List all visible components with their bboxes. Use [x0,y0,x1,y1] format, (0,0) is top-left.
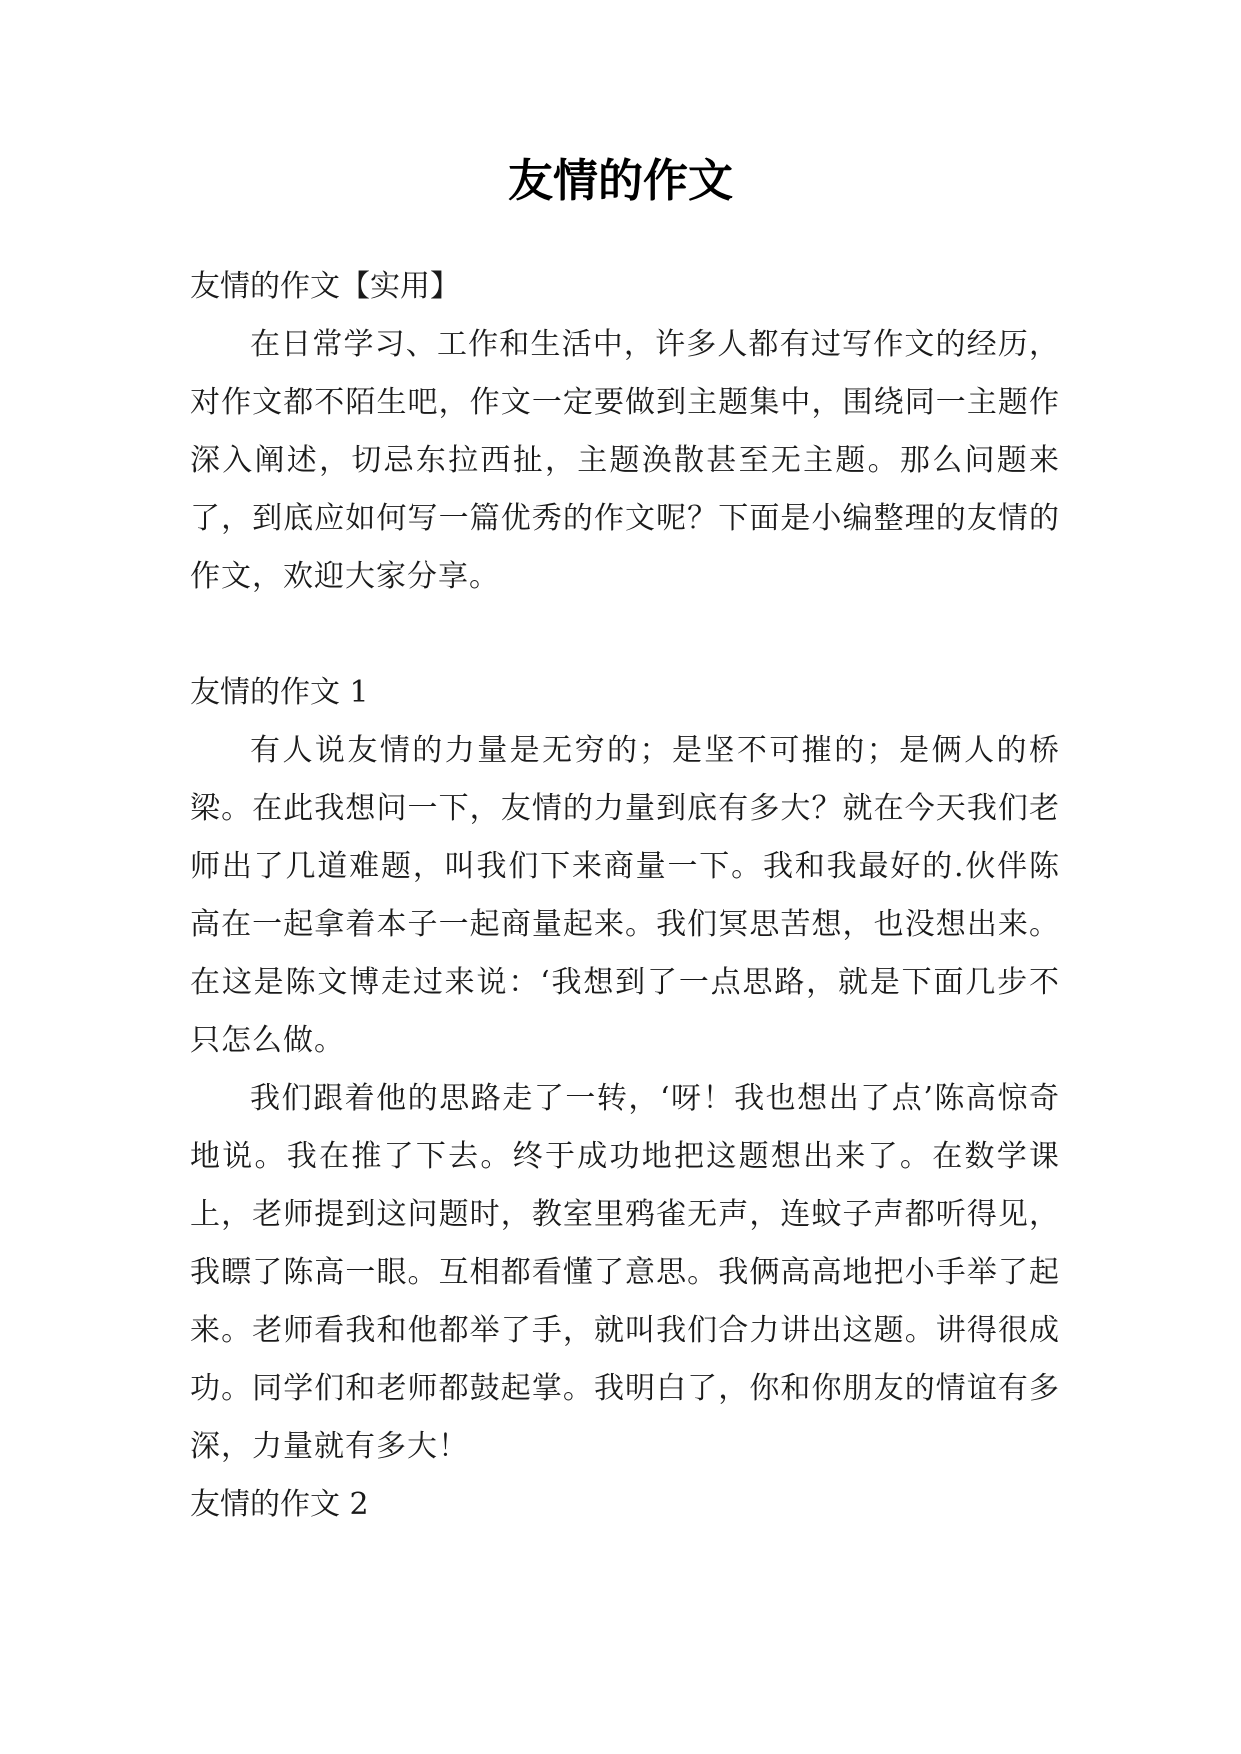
section-1-paragraph-2: 我们跟着他的思路走了一转，‘呀！我也想出了点’陈高惊奇地说。我在推了下去。终于成功地把这题想出来了。在数学课上，老师提到这问题时，教室里鸦雀无声，连蚊子声都听得见，我瞟了陈高一眼。互相都看懂了意思。我俩高高地把小手举了起来。老师看我和他都举了手，就叫我们合力讲出这题。讲得很成功。同学们和老师都鼓起掌。我明白了，你和你朋友的情谊有多深，力量就有多大！ [190,1081,1060,1464]
section-1-paragraph-1: 有人说友情的力量是无穷的；是坚不可摧的；是俩人的桥梁。在此我想问一下，友情的力量到底有多大？就在今天我们老师出了几道难题，叫我们下来商量一下。我和我最好的.伙伴陈高在一起拿着本子一起商量起来。我们冥思苦想，也没想出来。在这是陈文博走过来说：‘我想到了一点思路，就是下面几步不只怎么做。 [190,733,1060,1058]
section-spacer [190,606,1060,664]
intro-paragraph: 在日常学习、工作和生活中，许多人都有过写作文的经历，对作文都不陌生吧，作文一定要做到主题集中，围绕同一主题作深入阐述，切忌东拉西扯，主题涣散甚至无主题。那么问题来了，到底应如何写一篇优秀的作文呢？下面是小编整理的友情的作文，欢迎大家分享。 [190,327,1060,594]
section-heading-1: 友情的作文 1 [190,675,369,710]
document-subtitle: 友情的作文【实用】 [190,269,460,304]
section-heading-2: 友情的作文 2 [190,1487,369,1522]
document-title: 友情的作文 [507,154,733,207]
document-body [190,258,1060,1534]
